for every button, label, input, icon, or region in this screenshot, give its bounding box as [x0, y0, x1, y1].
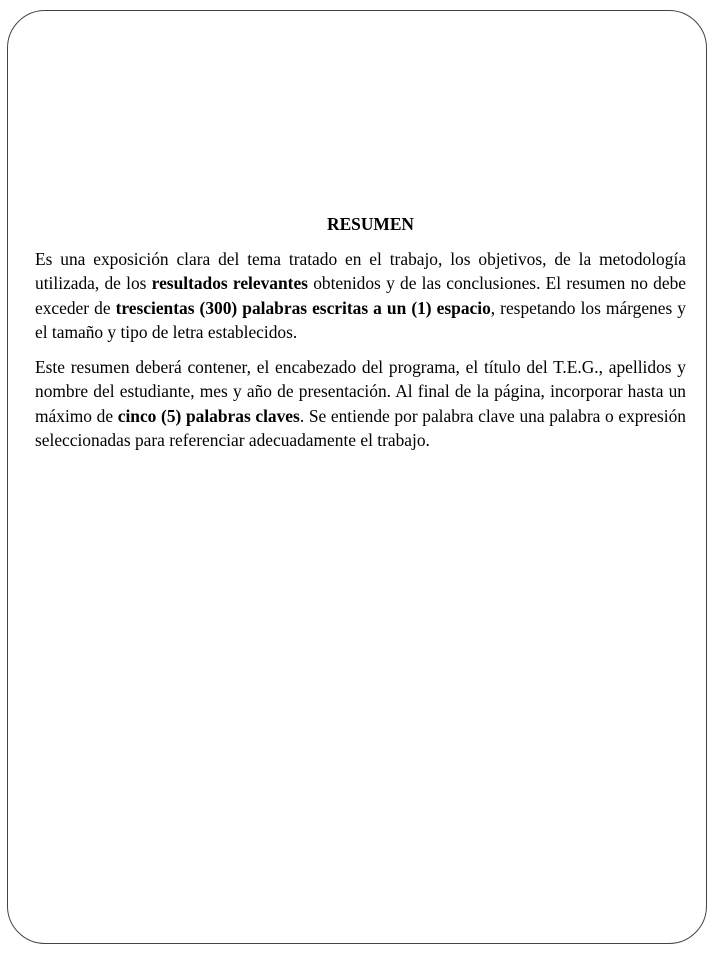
paragraph-2-text-1: Este resumen deberá contener, el encabezado del programa, el título del T.E.G., apellidos y nombre del estudiante, mes y año de presentación. Al final de la página, incorporar hasta un máximo de — [35, 356, 686, 426]
page-title: RESUMEN — [327, 214, 414, 234]
paragraph-1-text-3: , respetando los márgenes y el tamaño y tipo de letra establecidos. — [35, 297, 686, 342]
paragraph-1-bold-2: trescientas (300) palabras escritas a un (1) espacio — [115, 297, 491, 318]
paragraph-2-bold-1: cinco (5) palabras claves — [117, 405, 300, 426]
paragraph-1-text-2: obtenidos y de las conclusiones. El resumen no debe exceder de — [35, 273, 686, 318]
paragraph-2-text-2: . Se entiende por palabra clave una palabra o expresión seleccionadas para referenciar adecuadamente el trabajo. — [35, 405, 686, 450]
document-body — [35, 212, 686, 463]
paragraph-2 — [35, 355, 686, 453]
page-frame — [7, 10, 707, 944]
paragraph-1 — [35, 247, 686, 345]
paragraph-1-bold-1: resultados relevantes — [151, 273, 308, 293]
paragraph-1-text-1: Es una exposición clara del tema tratado en el trabajo, los objetivos, de la metodología utilizada, de los — [35, 248, 686, 293]
